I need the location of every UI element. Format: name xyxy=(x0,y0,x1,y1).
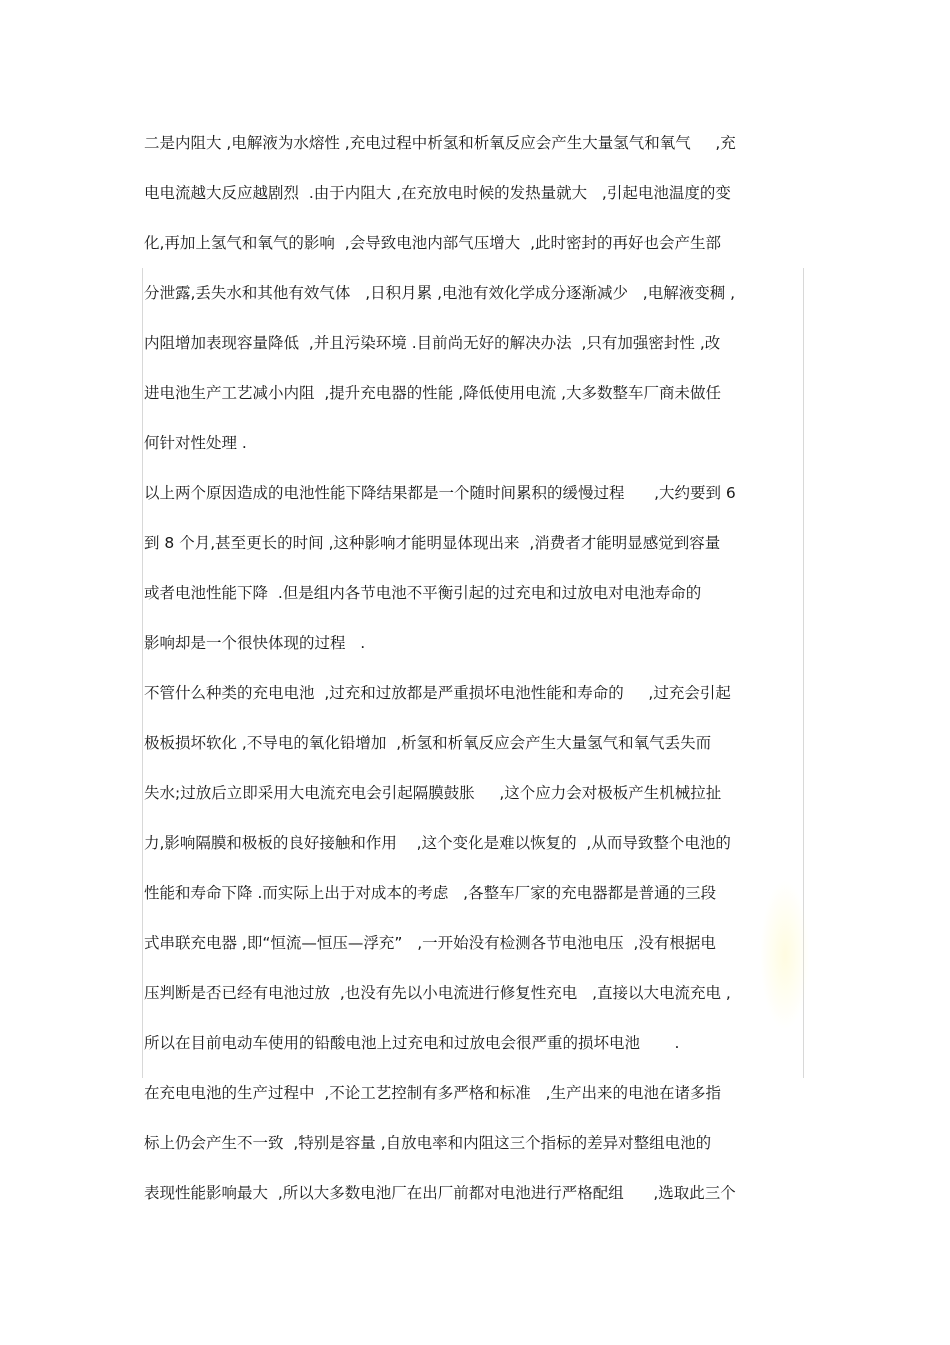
text-line: 力,影响隔膜和极板的良好接触和作用 ,这个变化是难以恢复的 ,从而导致整个电池的 xyxy=(144,834,731,852)
text-line: 压判断是否已经有电池过放 ,也没有先以小电流进行修复性充电 ,直接以大电流充电 , xyxy=(144,984,731,1002)
text-line: 分泄露,丢失水和其他有效气体 ,日积月累 ,电池有效化学成分逐渐减少 ,电解液变稠 , xyxy=(144,284,736,302)
text-line: 二是内阻大 ,电解液为水熔性 ,充电过程中析氢和析氧反应会产生大量氢气和氧气 ,充 xyxy=(144,134,736,152)
text-line: 标上仍会产生不一致 ,特别是容量 ,自放电率和内阻这三个指标的差异对整组电池的 xyxy=(144,1134,712,1152)
text-line: 影响却是一个很快体现的过程 . xyxy=(144,634,366,652)
text-line: 以上两个原因造成的电池性能下降结果都是一个随时间累积的缓慢过程 ,大约要到 6 xyxy=(144,484,736,502)
text-line: 失水;过放后立即采用大电流充电会引起隔膜鼓胀 ,这个应力会对极板产生机械拉扯 xyxy=(144,784,722,802)
text-line: 不管什么种类的充电电池 ,过充和过放都是严重损坏电池性能和寿命的 ,过充会引起 xyxy=(144,684,731,702)
text-line: 何针对性处理 . xyxy=(144,434,247,452)
text-line: 内阻增加表现容量降低 ,并且污染环境 .目前尚无好的解决办法 ,只有加强密封性 ,改 xyxy=(144,334,721,352)
text-line: 表现性能影响最大 ,所以大多数电池厂在出厂前都对电池进行严格配组 ,选取此三个 xyxy=(144,1184,736,1202)
text-line: 所以在目前电动车使用的铅酸电池上过充电和过放电会很严重的损坏电池 . xyxy=(144,1034,680,1052)
text-line: 进电池生产工艺减小内阻 ,提升充电器的性能 ,降低使用电流 ,大多数整车厂商未做任 xyxy=(144,384,721,402)
text-line: 性能和寿命下降 .而实际上出于对成本的考虑 ,各整车厂家的充电器都是普通的三段 xyxy=(144,884,717,902)
text-line: 化,再加上氢气和氧气的影响 ,会导致电池内部气压增大 ,此时密封的再好也会产生部 xyxy=(144,234,721,252)
text-line: 电电流越大反应越剧烈 .由于内阻大 ,在充放电时候的发热量就大 ,引起电池温度的变 xyxy=(144,184,731,202)
text-line: 极板损坏软化 ,不导电的氧化铅增加 ,析氢和析氧反应会产生大量氢气和氧气丢失而 xyxy=(144,734,712,752)
text-line: 或者电池性能下降 .但是组内各节电池不平衡引起的过充电和过放电对电池寿命的 xyxy=(144,584,702,602)
text-line: 在充电电池的生产过程中 ,不论工艺控制有多严格和标准 ,生产出来的电池在诸多指 xyxy=(144,1084,721,1102)
text-line: 到 8 个月,甚至更长的时间 ,这种影响才能明显体现出来 ,消费者才能明显感觉到容量 xyxy=(144,534,721,552)
text-line: 式串联充电器 ,即“恒流—恒压—浮充” ,一开始没有检测各节电池电压 ,没有根据电 xyxy=(144,934,716,952)
